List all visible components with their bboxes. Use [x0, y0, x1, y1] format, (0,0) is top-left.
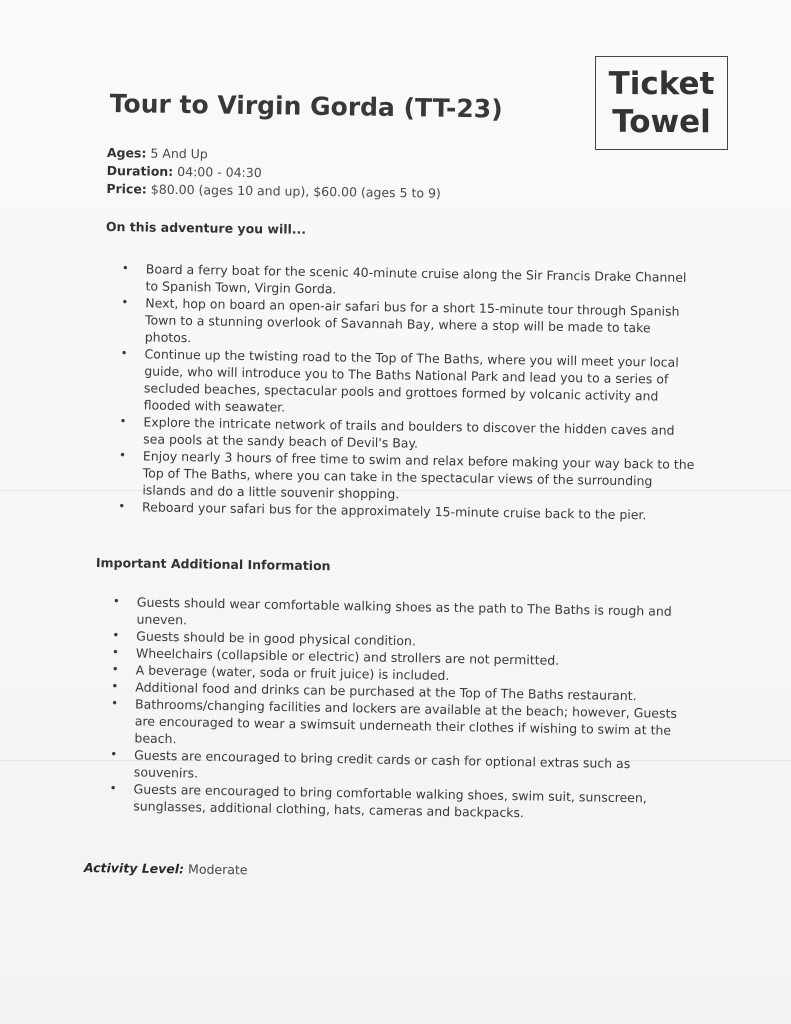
list-item-text: Guests are encouraged to bring comfortable walking shoes, swim suit, sunscreen, sunglasses, additional clothing, hats, cameras and backpacks. [133, 781, 647, 821]
page-title: Tour to Virgin Gorda (TT-23) [109, 89, 503, 124]
list-item-text: Board a ferry boat for the scenic 40-minute cruise along the Sir Francis Drake Channel to Spanish Town, Virgin Gorda. [145, 261, 687, 297]
list-item-text: Reboard your safari bus for the approximately 15-minute cruise back to the pier. [142, 499, 647, 523]
list-item-text: Guests should be in good physical condition. [136, 628, 417, 649]
list-item-text: A beverage (water, soda or fruit juice) is included. [135, 662, 450, 683]
bullet-icon: • [118, 448, 127, 463]
duration-value: 04:00 - 04:30 [177, 163, 262, 181]
bullet-icon: • [110, 696, 119, 711]
list-item [118, 345, 701, 422]
list-item-text: Guests are encouraged to bring credit cards or cash for optional extras such as souvenirs. [133, 747, 631, 781]
list-item-text: Explore the intricate network of trails and boulders to discover the hidden caves and sea pools at the sandy beach of Devil's Bay. [143, 414, 675, 451]
list-item-text: Next, hop on board an open-air safari bus for a short 15-minute tour through Spanish Town to a stunning overlook of Savannah Bay, where a stop will be made to take photos. [144, 295, 680, 346]
bullet-icon: • [109, 781, 117, 796]
list-item-text: Bathrooms/changing facilities and lockers are available at the beach; however, Guests are encouraged to wear a swimsuit underneath their clothes if wishing to swim at the beach. [134, 696, 678, 747]
list-item [119, 294, 702, 354]
ticket-label-line2: Towel [612, 104, 711, 140]
list-item-text: Guests should wear comfortable walking shoes as the path to The Baths is rough and uneven. [136, 594, 672, 628]
bullet-icon: • [121, 295, 129, 310]
ticket-towel-label [595, 56, 728, 150]
tour-details [106, 144, 507, 204]
bullet-icon: • [110, 747, 118, 762]
list-item-text: Enjoy nearly 3 hours of free time to swim and relax before making your way back to the Top of The Baths, where you can take in the spectacular views of the surrounding islands and do a little souvenir shopping. [142, 448, 695, 502]
adventure-list [116, 260, 702, 524]
bullet-icon: • [111, 645, 120, 660]
bullet-icon: • [118, 499, 126, 514]
bullet-icon: • [112, 628, 120, 643]
ticket-label-line1: Ticket [608, 66, 715, 102]
list-item-text: Additional food and drinks can be purchased at the Top of The Baths restaurant. [135, 679, 637, 704]
duration-label: Duration: [106, 162, 174, 179]
ages-value: 5 And Up [150, 145, 208, 162]
adventure-heading: On this adventure you will... [105, 219, 307, 237]
bullet-icon: • [119, 414, 127, 429]
activity-label: Activity Level: [83, 860, 185, 877]
bullet-icon: • [121, 261, 130, 276]
activity-value: Moderate [187, 861, 248, 878]
info-heading: Important Additional Information [95, 555, 331, 574]
activity-level [84, 860, 248, 877]
price-label: Price: [106, 180, 147, 197]
bullet-icon: • [111, 662, 119, 677]
price-value: $80.00 (ages 10 and up), $60.00 (ages 5 to 9) [150, 181, 441, 201]
list-item [116, 447, 699, 507]
ages-label: Ages: [106, 144, 147, 161]
info-list [107, 593, 693, 824]
bullet-icon: • [112, 594, 121, 609]
bullet-icon: • [120, 346, 128, 361]
list-item-text: Continue up the twisting road to the Top of The Baths, where you will meet your local guide, who will introduce you to The Baths National Park and lead you to a series of secluded beaches, spectacular pools and grottoes formed by volcanic activity and flooded with seawater. [143, 346, 679, 415]
list-item-text: Wheelchairs (collapsible or electric) and strollers are not permitted. [135, 645, 560, 668]
bullet-icon: • [111, 679, 119, 694]
